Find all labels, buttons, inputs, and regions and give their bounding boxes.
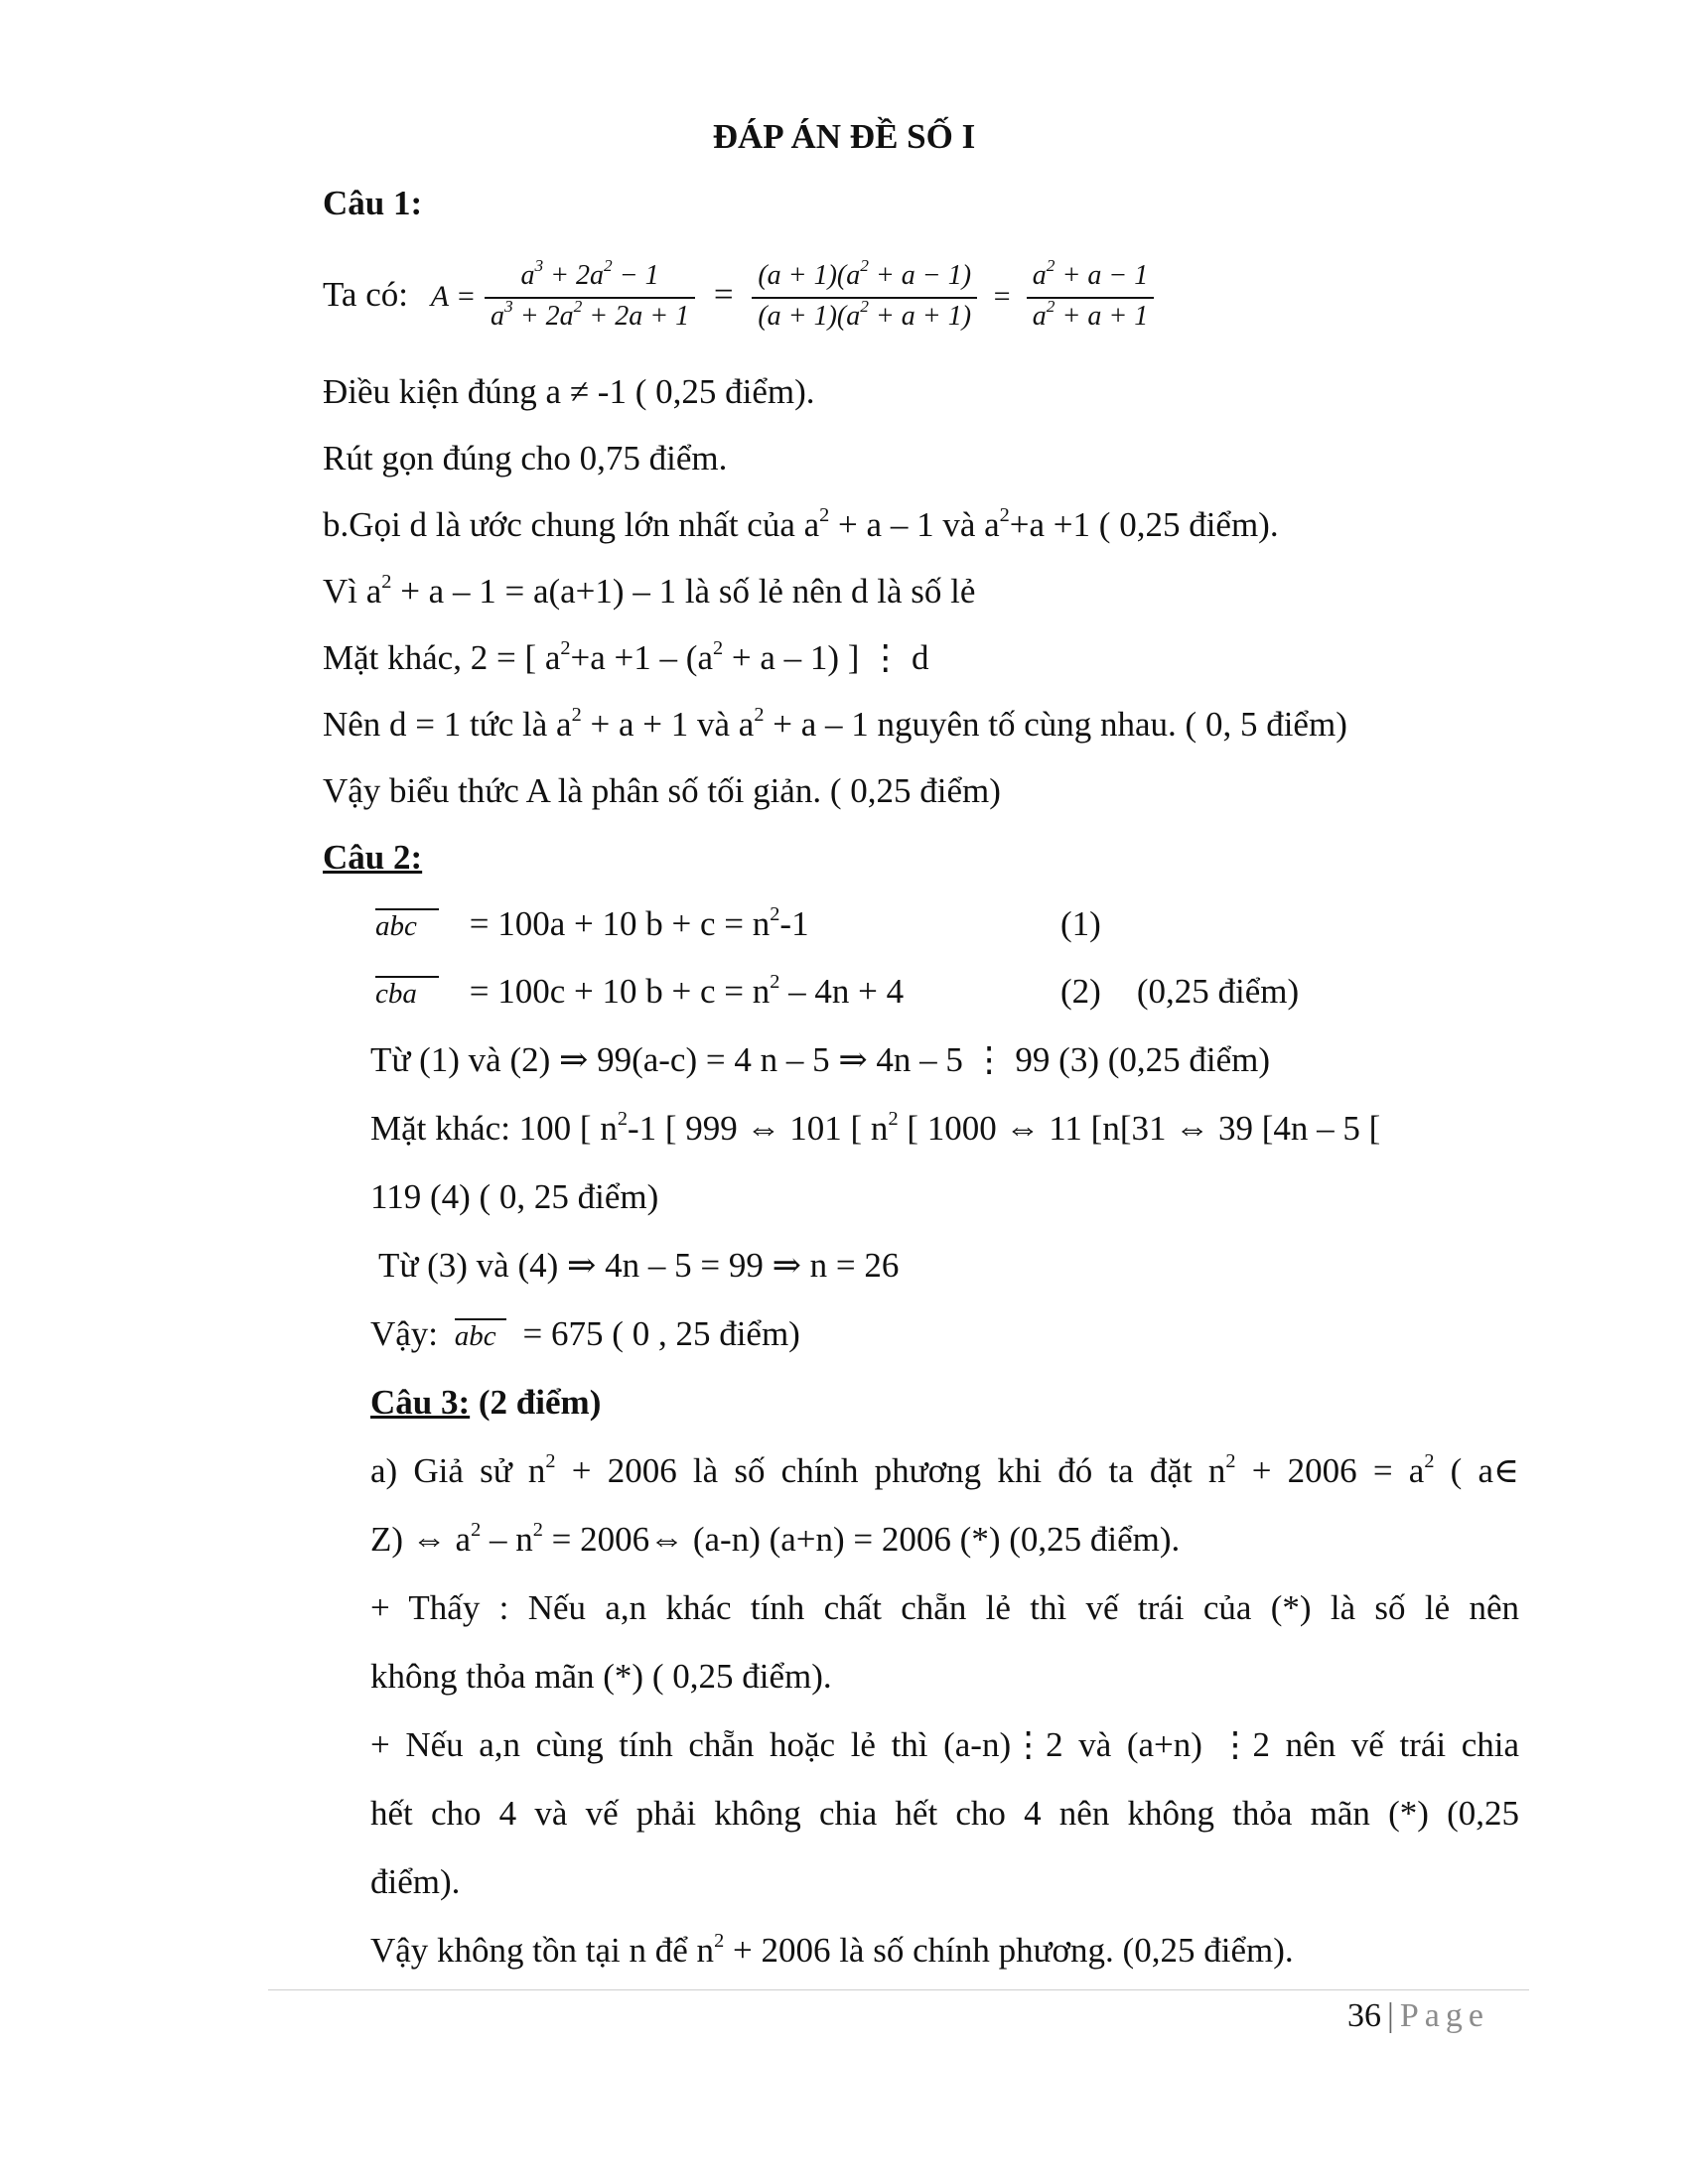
cau2-row5: 119 (4) ( 0, 25 điểm) bbox=[370, 1177, 659, 1216]
cau2-row7: Vậy: abc = 675 ( 0 , 25 điểm) bbox=[370, 1314, 800, 1353]
cau3-points: (2 điểm) bbox=[478, 1383, 602, 1422]
cau2-row1: abc = 100a + 10 $b + c = n^2-1$ bbox=[375, 902, 809, 943]
cau1-lead: Ta có: bbox=[323, 275, 408, 314]
overline-cba: cba bbox=[375, 976, 439, 1009]
page-footer bbox=[1347, 1997, 1489, 2035]
page-number: 36 bbox=[1347, 1997, 1381, 2034]
fraction-3: $\frac{a^2 + a - 1}{a^2 + a + 1}$ bbox=[1027, 258, 1154, 338]
cau2-heading: Câu 2: bbox=[323, 838, 423, 877]
cau1-formula-line bbox=[323, 250, 1154, 341]
cau3-line-a8: Vậy không tồn tại n để $n^2 + 2006$ là số chính phương. (0,25 điểm). bbox=[370, 1929, 1294, 1970]
cau2-tag2: (2) (0,25 điểm) bbox=[1060, 972, 1300, 1011]
cau1-condition: Điều kiện đúng a ≠ -1 ( 0,25 điểm). bbox=[323, 372, 815, 411]
cau1-simplify: Rút gọn đúng cho 0,75 điểm. bbox=[323, 439, 728, 478]
cau3-line-a7: điểm). bbox=[370, 1862, 461, 1901]
cau3-heading-line bbox=[370, 1381, 601, 1425]
cau3-line-a3: + Thấy : Nếu a,n khác tính chất chẵn lẻ thì vế trái của (*) là số lẻ nên bbox=[370, 1588, 1519, 1627]
cau1-coprime-line: Nên d = 1 tức là $a^2 + a + 1$ và $a^2 + a - 1$ nguyên tố cùng nhau. ( 0, 5 điểm) bbox=[323, 703, 1347, 744]
overline-abc: abc bbox=[375, 908, 439, 941]
cau2-row2: cba = 100c + 10 $b + c = n^2 - 4n + 4$ bbox=[375, 970, 905, 1011]
cau2-row4: Mặt khác: 100 [ $n^2-1$ [ 999 ⇔ 101 [ $n^2$ [ 1000 ⇔ 11 [n[31 ⇔ 39 [4n – 5 [ bbox=[370, 1107, 1381, 1148]
cau1-conclusion: Vậy biểu thức A là phân số tối giản. ( 0,25 điểm) bbox=[323, 771, 1001, 810]
formula-lhs: A = bbox=[430, 280, 477, 313]
cau1-heading: Câu 1: bbox=[323, 184, 423, 222]
cau3-line-a6: hết cho 4 và vế phải không chia hết cho 4 nên không thỏa mãn (*) (0,25 bbox=[370, 1794, 1519, 1833]
fraction-2: $\frac{(a + 1)(a^2 + a - 1)}{(a + 1)(a^2 + a + 1)}$ bbox=[752, 258, 977, 338]
page-label: Page bbox=[1399, 1997, 1489, 2034]
cau2-row3: Từ (1) và (2) ⇒ 99(a-c) = 4 n – 5 ⇒ 4n – 5 ⋮ 99 (3) (0,25 điểm) bbox=[370, 1040, 1271, 1079]
cau1-gcd-line: b.Gọi d là ước chung lớn nhất của $a^2 + a - 1$ và $a^2+a +1$ ( 0,25 điểm). bbox=[323, 503, 1279, 544]
cau3-line-a2: Z) ⇔ $a^2 - n^2$ = 2006⇔ (a-n) (a+n) = 2006 (*) (0,25 điểm). bbox=[370, 1518, 1181, 1559]
cau2-tag1: (1) bbox=[1060, 904, 1101, 943]
cau1-odd-line: Vì $a^2 + a - 1 = a(a+1) - 1$ là số lẻ nên d là số lẻ bbox=[323, 570, 976, 611]
footer-separator: | bbox=[1387, 1997, 1394, 2034]
document-title: ĐÁP ÁN ĐỀ SỐ I bbox=[712, 117, 976, 156]
cau3-line-a5: + Nếu a,n cùng tính chẵn hoặc lẻ thì (a-n)⋮2 và (a+n) ⋮2 nên vế trái chia bbox=[370, 1725, 1519, 1764]
cau2-row6: Từ (3) và (4) ⇒ 4n – 5 = 99 ⇒ n = 26 bbox=[378, 1246, 900, 1285]
cau3-line-a4: không thỏa mãn (*) ( 0,25 điểm). bbox=[370, 1657, 832, 1696]
cau1-diff-line: Mặt khác, 2 = [ $a^2+a +1 - (a^2 + a - 1)$ ] ⋮ d bbox=[323, 636, 929, 677]
fraction-1: $\frac{a^3 + 2a^2 - 1}{a^3 + 2a^2 + 2a + 1}$ bbox=[485, 258, 695, 338]
cau3-heading: Câu 3: bbox=[370, 1383, 471, 1422]
cau3-line-a1: a) Giả sử $n^2 + 2006$ là số chính phương khi đó ta đặt $n^2 + 2006 = a^2$ ( a∈ bbox=[370, 1449, 1519, 1490]
footer-divider bbox=[268, 1989, 1529, 1990]
equals-2: = bbox=[991, 280, 1013, 313]
overline-abc-result: abc bbox=[455, 1318, 506, 1351]
equals-1: = bbox=[713, 275, 734, 314]
